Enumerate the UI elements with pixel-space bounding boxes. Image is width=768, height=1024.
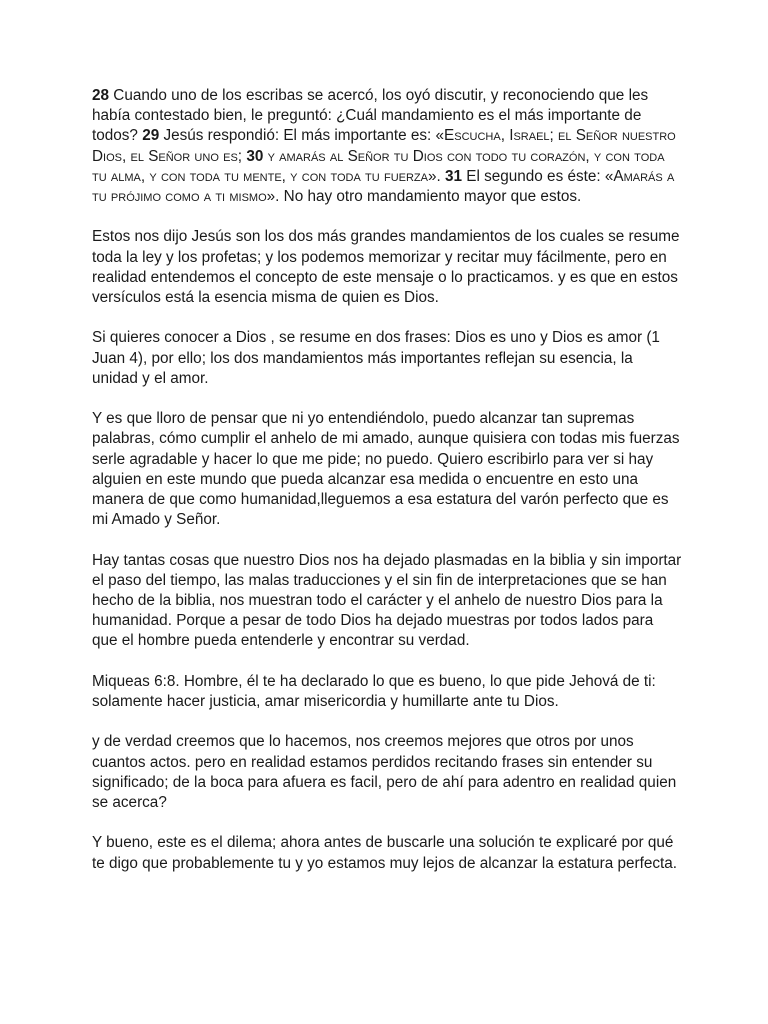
verse-quote-29: Escucha, Israel; el Señor nuestro Dios, el Señor uno es;	[92, 127, 676, 165]
paragraph-verses	[92, 86, 682, 207]
verse-text-29: Jesús respondió: El más importante es: «	[159, 127, 445, 145]
verse-text-28: Cuando uno de los escribas se acercó, los oyó discutir, y reconociendo que les había contestado bien, le preguntó: ¿Cuál mandamiento es el más importante de todos?	[92, 87, 649, 145]
verse-number-28: 28	[92, 87, 110, 104]
verse-close-30: ».	[427, 167, 445, 185]
verse-number-29: 29	[142, 127, 160, 145]
verse-quote-31: Amarás a tu prójimo como a ti mismo	[92, 167, 675, 206]
paragraph-6: Miqueas 6:8. Hombre, él te ha declarado lo que es bueno, lo que pide Jehová de ti: solamente hacer justicia, amar misericordia y humillarte ante tu Dios.	[92, 672, 656, 711]
verse-number-31: 31	[445, 167, 463, 185]
verse-close-31: ». No hay otro mandamiento mayor que estos.	[266, 188, 582, 206]
verse-number-30: 30	[246, 147, 264, 165]
paragraph-2: Estos nos dijo Jesús son los dos más grandes mandamientos de los cuales se resume toda la ley y los profetas; y los podemos memorizar y recitar muy fácilmente, pero en realidad entendemos el concepto de este mensaje o lo practicamos. y es que en estos versículos está la esencia misma de quien es Dios.	[92, 228, 680, 307]
paragraph-3: Si quieres conocer a Dios , se resume en dos frases: Dios es uno y Dios es amor (1 Juan 4), por ello; los dos mandamientos más importantes reflejan su esencia, la unidad y el amor.	[92, 329, 660, 387]
verse-text-31: El segundo es éste: «	[462, 167, 614, 185]
paragraph-8: Y bueno, este es el dilema; ahora antes de buscarle una solución te explicaré por qué te digo que probablemente tu y yo estamos muy lejos de alcanzar la estatura perfecta.	[92, 834, 678, 872]
paragraph-5: Hay tantas cosas que nuestro Dios nos ha dejado plasmadas en la biblia y sin importar el paso del tiempo, las malas traducciones y el sin fin de interpretaciones que se han hecho de la biblia, nos muestran todo el carácter y el anhelo de nuestro Dios para la humanidad. Porque a pesar de todo Dios ha dejado muestras por todos lados para que el hombre pueda entenderle y encontrar su verdad.	[92, 551, 682, 650]
paragraph-4: Y es que lloro de pensar que ni yo entendiéndolo, puedo alcanzar tan supremas palabras, cómo cumplir el anhelo de mi amado, aunque quisiera con todas mis fuerzas serle agradable y hacer lo que me pide; no puedo. Quiero escribirlo para ver si hay alguien en este mundo que pueda alcanzar esa medida o encuentre en esto una manera de que como humanidad,lleguemos a esa estatura del varón perfecto que es mi Amado y Señor.	[92, 410, 680, 529]
paragraph-7: y de verdad creemos que lo hacemos, nos creemos mejores que otros por unos cuantos actos. pero en realidad estamos perdidos recitando frases sin entender su significado; de la boca para afuera es facil, pero de ahí para adentro en realidad quien se acerca?	[92, 733, 677, 812]
document-page	[92, 86, 682, 894]
verse-quote-30: y amarás al Señor tu Dios con todo tu corazón, y con toda tu alma, y con toda tu mente, y con toda tu fuerza	[92, 147, 665, 185]
